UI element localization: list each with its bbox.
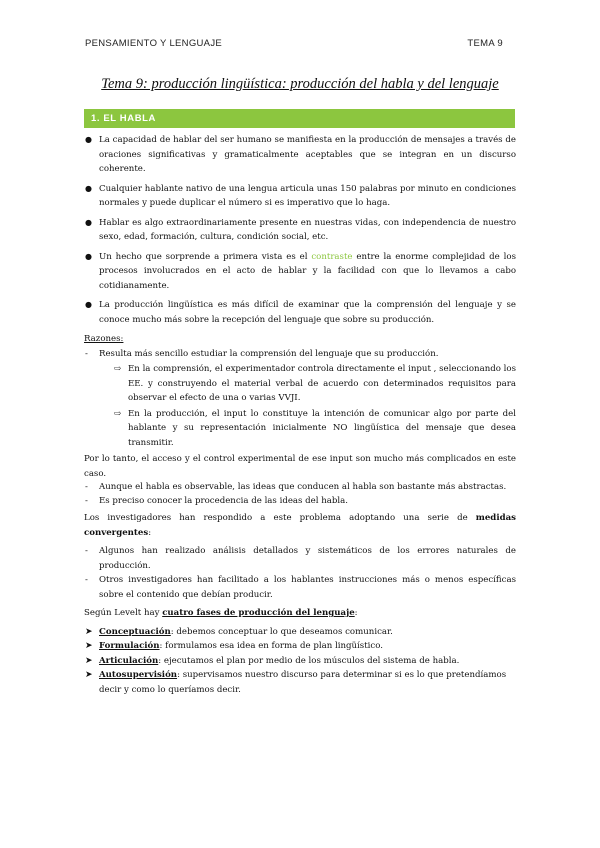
bullet-icon: ● <box>85 300 92 309</box>
bullet-item <box>84 216 516 245</box>
page-title: Tema 9: producción lingüística: producción del habla y del lenguaje <box>101 76 499 92</box>
fase-name: Autosupervisión <box>99 670 178 680</box>
bullet-text-before: Un hecho que sorprende a primera vista es el <box>99 251 312 262</box>
fase-name: Conceptuación <box>99 626 171 637</box>
bullet-item <box>84 298 516 327</box>
razones-item: - Resulta más sencillo estudiar la comprensión del lenguaje que su producción. ⇨ En la comprensión, el experimentador controla directamente el input , seleccionando los EE. y construyendo el material verbal de acuerdo con determinados requisitos para observar el efecto de una o varias VVJI. ⇨ En la producción, el input lo constituye la intención de comunicar algo por parte del hablante y su representación inicialmente NO lingüística del mensaje que desea transmitir. <box>84 347 516 451</box>
investigadores-paragraph: Los investigadores han respondido a este problema adoptando una serie de medidas convergentes: <box>84 513 516 538</box>
bullet-item <box>84 250 516 294</box>
fase-item: ➤ Autosupervisión: supervisamos nuestro discurso para determinar si es lo que pretendíamos decir y como lo queríamos decir. <box>85 670 507 695</box>
section-heading: 1. EL HABLA <box>84 109 515 128</box>
arrow-right-icon: ⇨ <box>114 408 122 419</box>
observacion-list <box>84 481 516 507</box>
dash-icon: - <box>85 546 88 556</box>
chevron-right-icon: ➤ <box>85 641 93 651</box>
bullet-text: La producción lingüística es más difícil de examinar que la comprensión del lenguaje y se conoce mucho más sobre la recepción del lenguaje que sobre su producción. <box>99 300 516 325</box>
fase-name: Articulación <box>99 655 159 666</box>
header-course: PENSAMIENTO Y LENGUAJE <box>85 38 223 49</box>
header-topic: TEMA 9 <box>467 38 503 49</box>
cuatro-fases-bold: cuatro fases de producción del lenguaje <box>162 608 355 618</box>
razones-sub-list <box>99 362 516 450</box>
arrow-right-icon: ⇨ <box>114 364 122 374</box>
medidas-list <box>84 544 516 602</box>
fase-item: ➤ Articulación: ejecutamos el plan por medio de los músculos del sistema de habla. <box>84 654 516 669</box>
dash-icon: - <box>85 575 88 585</box>
dash-icon: - <box>85 482 88 492</box>
dash-item: - Otros investigadores han facilitado a los hablantes instrucciones más o menos específicas sobre el contenido que debían producir. <box>85 575 516 600</box>
dash-icon: - <box>85 496 88 506</box>
chevron-right-icon: ➤ <box>85 626 93 637</box>
content-body <box>84 133 516 697</box>
fase-name: Formulación <box>99 641 160 651</box>
chevron-right-icon: ➤ <box>85 670 93 680</box>
bullet-text: La capacidad de hablar del ser humano se manifiesta en la producción de mensajes a través de oraciones significativas y gramaticalmente aceptables que se integran en un discurso coherente. <box>99 135 516 174</box>
dash-item: - Aunque el habla es observable, las ideas que conducen al habla son bastante más abstractas. <box>85 482 507 492</box>
bullet-icon: ● <box>85 135 92 144</box>
levelt-paragraph: Según Levelt hay cuatro fases de producción del lenguaje: <box>84 608 358 618</box>
dash-item: - Es preciso conocer la procedencia de las ideas del habla. <box>85 496 349 506</box>
bullet-text: Cualquier hablante nativo de una lengua articula unas 150 palabras por minuto en condiciones normales y puede duplicar el número si es imperativo que lo haga. <box>99 183 516 208</box>
sub-item: ⇨ En la comprensión, el experimentador controla directamente el input , seleccionando los EE. y construyendo el material verbal de acuerdo con determinados requisitos para observar el efecto de una o varias VVJI. <box>114 364 516 403</box>
fase-item: ➤ Conceptuación: debemos conceptuar lo que deseamos comunicar. <box>84 625 516 640</box>
control-paragraph: Por lo tanto, el acceso y el control experimental de ese input son mucho más complicados en este caso. <box>84 454 516 479</box>
dash-icon: - <box>85 348 88 359</box>
bullet-icon: ● <box>85 183 92 193</box>
razones-heading: Razones: <box>84 334 124 344</box>
sub-item: ⇨ En la producción, el input lo constituye la intención de comunicar algo por parte del hablante y su representación inicialmente NO lingüística del mensaje que desea transmitir. <box>114 408 516 448</box>
medidas-convergentes-bold: medidas convergentes <box>84 513 516 538</box>
bullet-icon: ● <box>85 217 92 227</box>
razones-list <box>84 347 516 451</box>
fase-item: ➤ Formulación: formulamos esa idea en forma de plan lingüístico. <box>84 639 516 654</box>
fases-list <box>84 625 516 698</box>
bullet-icon: ● <box>85 251 92 261</box>
bullet-item <box>84 133 516 177</box>
bullet-text-after: entre la enorme complejidad de los procesos involucrados en el acto de hablar y la facilidad con que lo llevamos a cabo cotidianamente. <box>99 251 516 291</box>
chevron-right-icon: ➤ <box>85 655 93 666</box>
highlight-contraste: contraste <box>311 251 353 262</box>
dash-item: - Algunos han realizado análisis detallados y sistemáticos de los errores naturales de producción. <box>85 546 516 571</box>
bullet-text: Hablar es algo extraordinariamente presente en nuestras vidas, con independencia de nuestro sexo, edad, formación, cultura, condición social, etc. <box>99 217 516 242</box>
bullet-item <box>84 182 516 211</box>
bullet-list <box>84 133 516 327</box>
